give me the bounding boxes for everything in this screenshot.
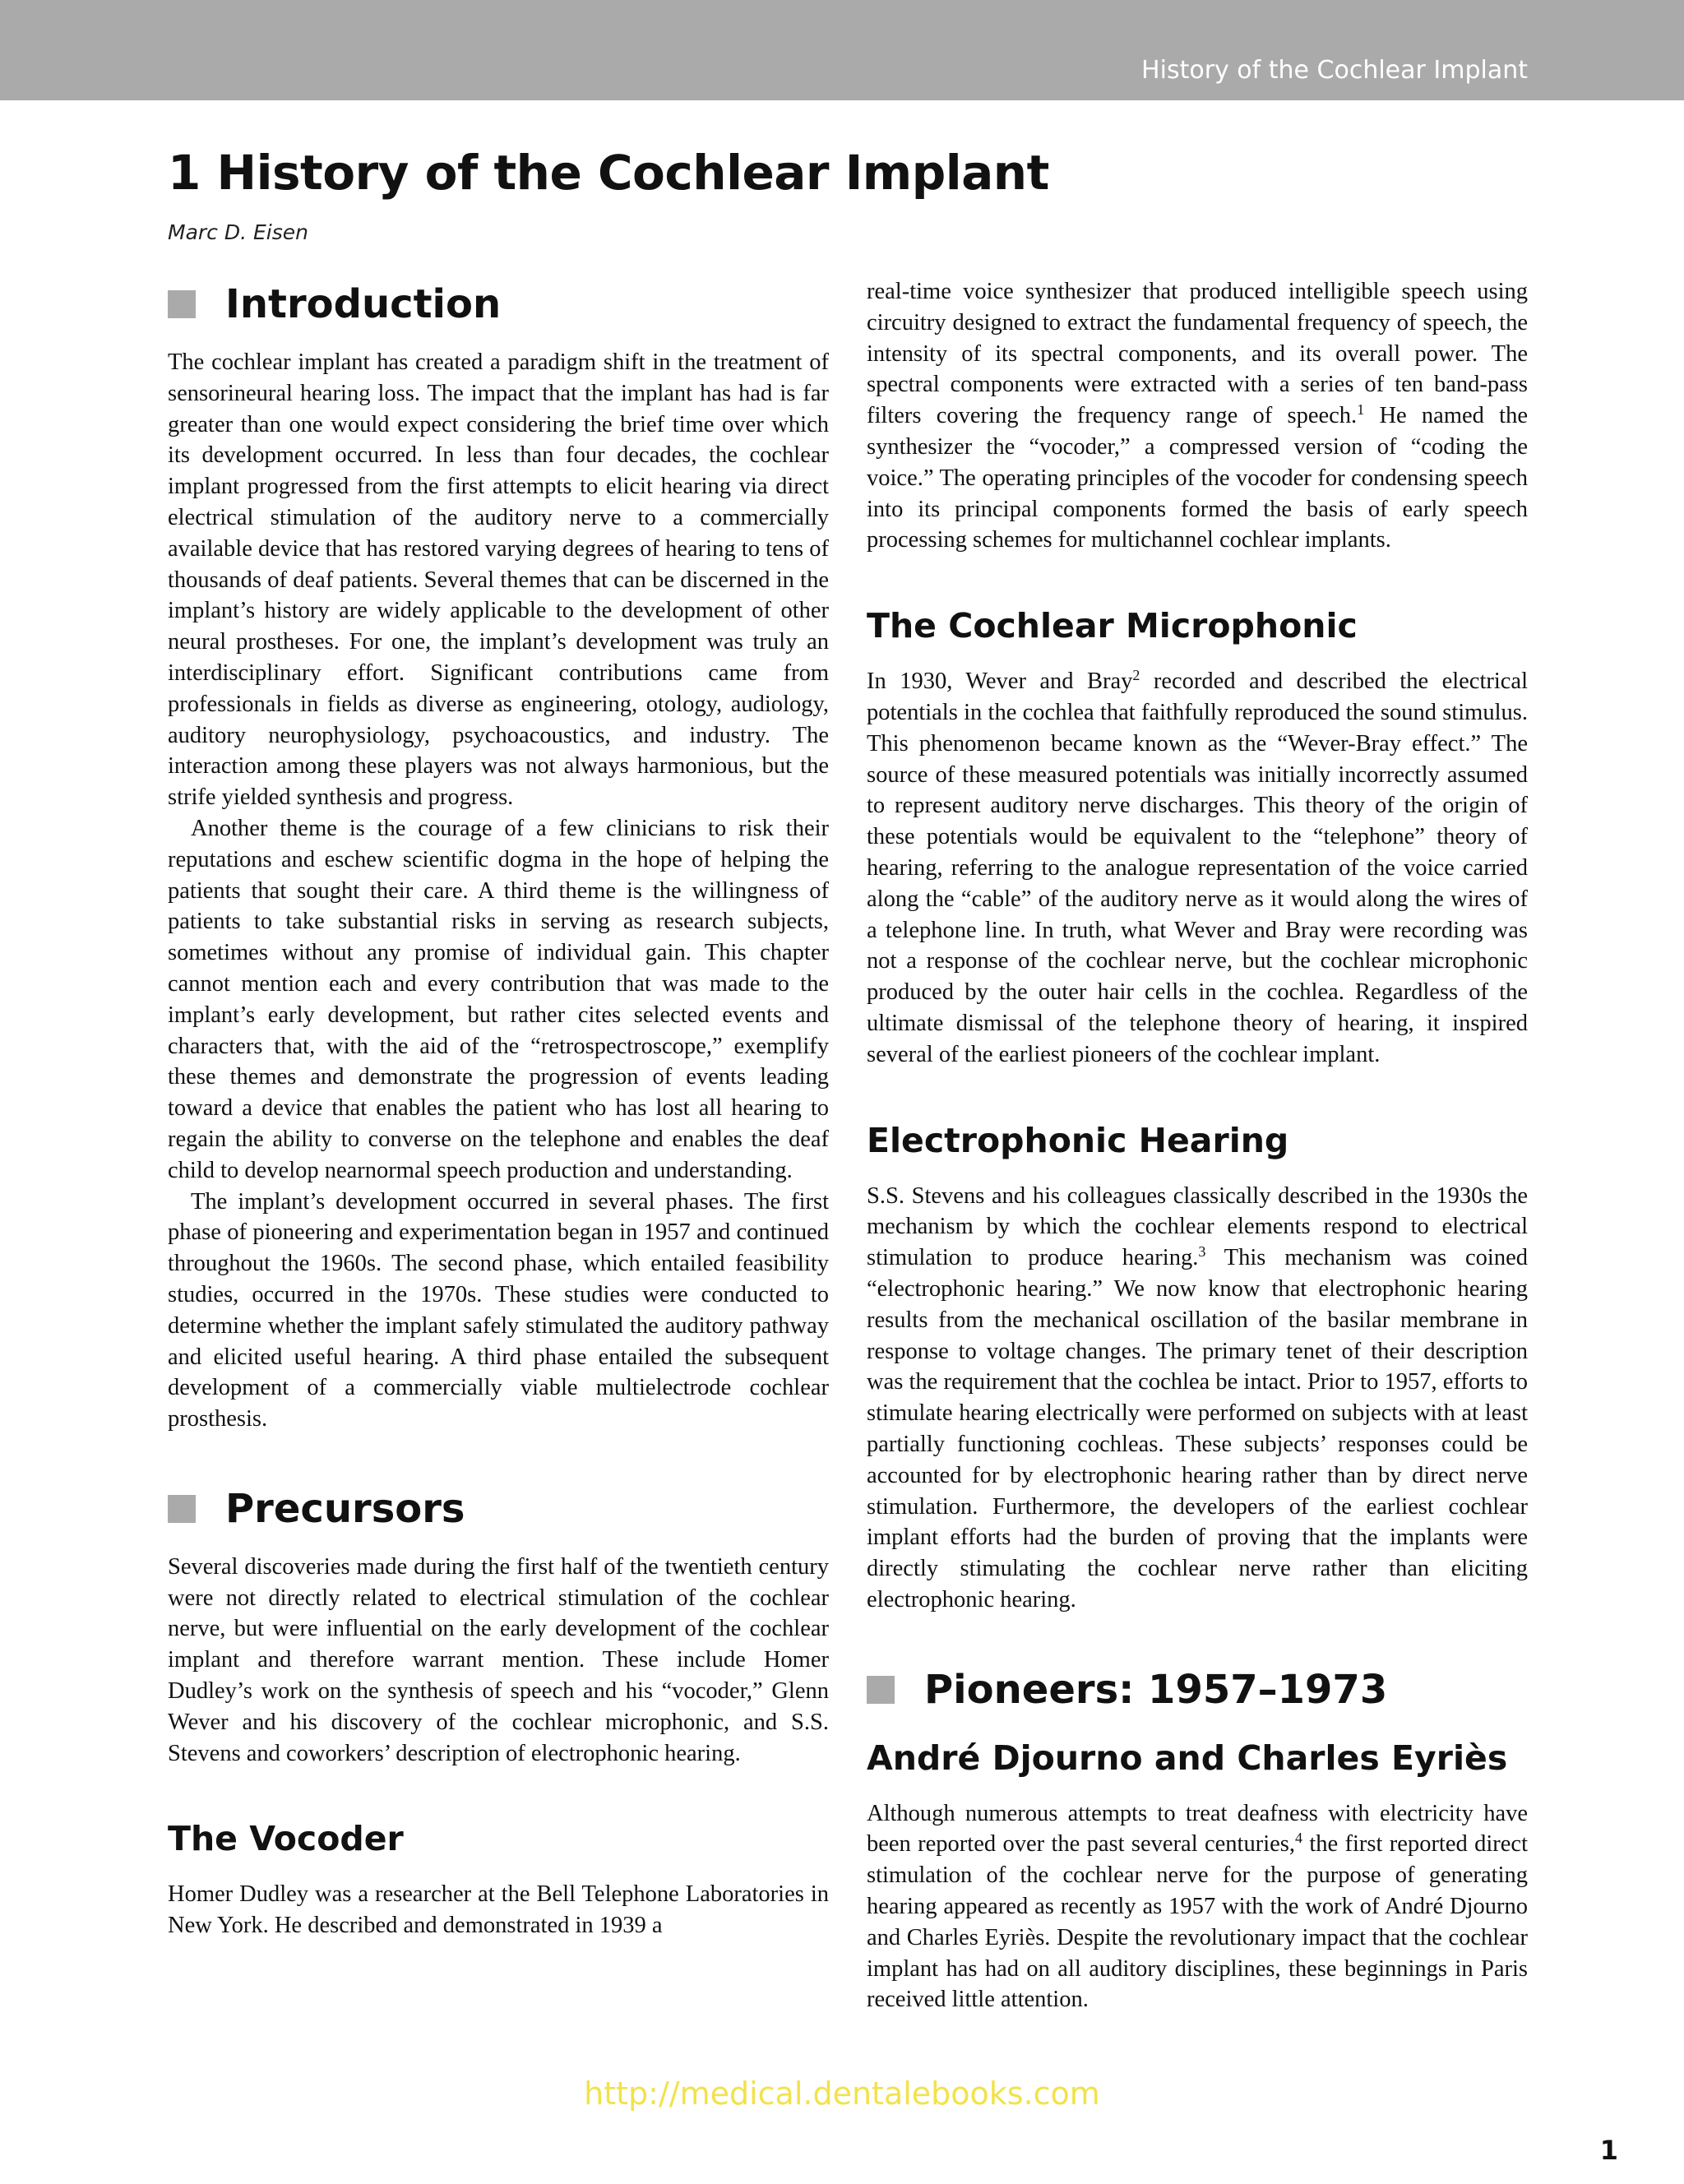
- reference-marker: 3: [1198, 1243, 1206, 1261]
- paragraph: [867, 666, 1528, 1070]
- section-square-icon: [168, 290, 196, 318]
- subsection-heading-microphonic: The Cochlear Microphonic: [867, 606, 1358, 646]
- text-run: Although numerous attempts to treat deafness with electricity have been reported over the past several centuries,: [867, 1800, 1528, 1858]
- right-column: [867, 276, 1528, 2015]
- section-heading-pioneers: [867, 1662, 1528, 1718]
- paragraph: The cochlear implant has created a paradigm shift in the treatment of sensorineural hearing loss. The impact that the implant has had is far greater than one would expect considering the brief time over which its development occurred. In less than four decades, the cochlear implant progressed from the first attempts to elicit hearing via direct electrical stimulation of the auditory nerve to a commercially available device that has restored varying degrees of hearing to tens of thousands of deaf patients. Several themes that can be discerned in the implant’s history are widely applicable to the development of other neural prostheses. For one, the implant’s development was truly an interdisciplinary effort. Significant contributions came from professionals in fields as diverse as engineering, otology, audiology, auditory neurophysiology, psychoacoustics, and industry. The interaction among these players was not always harmonious, but the strife yielded synthesis and progress.: [168, 349, 829, 811]
- section-heading-introduction: [168, 276, 829, 332]
- text-run: This mechanism was coined “electrophonic hearing.” We now know that electrophonic hearing results from the mechanical oscillation of the basilar membrane in response to voltage changes. The primary tenet of their description was the requirement that the cochlea be intact. Prior to 1957, efforts to stimulate hearing electrically were performed on subjects with at least partially functioning cochleas. These subjects’ responses could be accounted for by electrophonic hearing rather than by direct nerve stimulation. Furthermore, the developers of the earliest cochlear implant efforts had the burden of proving that the implants were directly stimulating the cochlear nerve rather than eliciting electrophonic hearing.: [867, 1245, 1528, 1613]
- text-run: In 1930, Wever and Bray: [867, 669, 1133, 695]
- subsection-heading-electrophonic: Electrophonic Hearing: [867, 1120, 1289, 1160]
- paragraph: The implant’s development occurred in several phases. The first phase of pioneering and experimentation began in 1957 and continued throughout the 1960s. The second phase, which entailed feasibility studies, occurred in the 1970s. These studies were conducted to determine whether the implant safely stimulated the auditory pathway and elicited useful hearing. A third phase entailed the subsequent development of a commercially viable multielectrode cochlear prosthesis.: [168, 1188, 829, 1432]
- text-run: He named the synthesizer the “vocoder,” a compressed version of “coding the voice.” The operating principles of the vocoder for condensing speech into its principal components formed the basis of early speech processing schemes for multichannel cochlear implants.: [867, 403, 1528, 553]
- subsection-heading-vocoder: The Vocoder: [168, 1819, 404, 1859]
- reference-marker: 2: [1132, 667, 1140, 684]
- paragraph: [867, 1181, 1528, 1616]
- section-heading-text: Introduction: [225, 281, 502, 327]
- text-run: recorded and described the electrical potentials in the cochlea that faithfully reproduced the sound stimulus. This phenomenon became known as the “Wever-Bray effect.” The source of these measured potentials was initially incorrectly assumed to represent auditory nerve discharges. This theory of the origin of these potentials would be equivalent to the “telephone” theory of hearing, referring to the analogue representation of the voice carried along the “cable” of the auditory nerve as it would along the wires of a telephone line. In truth, what Wever and Bray were recording was not a response of the cochlear nerve, but the cochlear microphonic produced by the outer hair cells in the cochlea. Regardless of the ultimate dismissal of the telephone theory of hearing, it inspired several of the earliest pioneers of the cochlear implant.: [867, 669, 1528, 1067]
- section-heading-precursors: [168, 1481, 829, 1537]
- paragraph: [867, 276, 1528, 556]
- reference-marker: 4: [1294, 1830, 1302, 1847]
- section-square-icon: [867, 1676, 895, 1704]
- header-bar: [0, 0, 1684, 100]
- left-column: [168, 276, 829, 1941]
- subsection-heading-djourno: André Djourno and Charles Eyriès: [867, 1737, 1508, 1778]
- page-number: 1: [1599, 2135, 1618, 2166]
- paragraph: Homer Dudley was a researcher at the Bell Telephone Laboratories in New York. He described and demonstrated in 1939 a: [168, 1881, 829, 1939]
- section-square-icon: [168, 1495, 196, 1523]
- section-heading-text: Precursors: [225, 1485, 465, 1532]
- paragraph: Several discoveries made during the first half of the twentieth century were not directly related to electrical stimulation of the cochlear nerve, but were influential on the early development of the cochlear implant and therefore warrant mention. These include Homer Dudley’s work on the synthesis of speech and his “vocoder,” Glenn Wever and his discovery of the cochlear microphonic, and S.S. Stevens and coworkers’ description of electrophonic hearing.: [168, 1553, 829, 1766]
- paragraph: Another theme is the courage of a few clinicians to risk their reputations and eschew scientific dogma in the hope of helping the patients that sought their care. A third theme is the willingness of patients to take substantial risks in serving as research subjects, sometimes without any promise of individual gain. This chapter cannot mention each and every contribution that was made to the implant’s early development, but rather cites selected events and characters that, with the aid of the “retrospectroscope,” exemplify these themes and demonstrate the progression of events leading toward a device that enables the patient who has lost all hearing to regain the ability to converse on the telephone and enables the deaf child to develop nearnormal speech production and understanding.: [168, 815, 829, 1183]
- section-heading-text: Pioneers: 1957–1973: [924, 1666, 1388, 1713]
- footer-url: http://medical.dentalebooks.com: [584, 2075, 1100, 2112]
- chapter-title: 1 History of the Cochlear Implant: [168, 145, 1049, 201]
- reference-marker: 1: [1357, 401, 1365, 419]
- text-run: the first reported direct stimulation of the cochlear nerve for the purpose of generating hearing appeared as recently as 1957 with the work of André Djourno and Charles Eyriès. Despite the revolutionary impact that the cochlear implant has had on all auditory disciplines, these beginnings in Paris received little attention.: [867, 1831, 1528, 2013]
- running-head: History of the Cochlear Implant: [1141, 56, 1528, 85]
- author-name: Marc D. Eisen: [168, 220, 308, 244]
- paragraph: [867, 1798, 1528, 2016]
- text-run: S.S. Stevens and his colleagues classically described in the 1930s the mechanism by which the cochlear elements respond to electrical stimulation to produce hearing.: [867, 1182, 1528, 1271]
- text-run: real-time voice synthesizer that produced intelligible speech using circuitry designed to extract the fundamental frequency of speech, the intensity of its spectral components, and its overall power. The spectral components were extracted with a series of ten band-pass filters covering the frequency range of speech.: [867, 279, 1528, 429]
